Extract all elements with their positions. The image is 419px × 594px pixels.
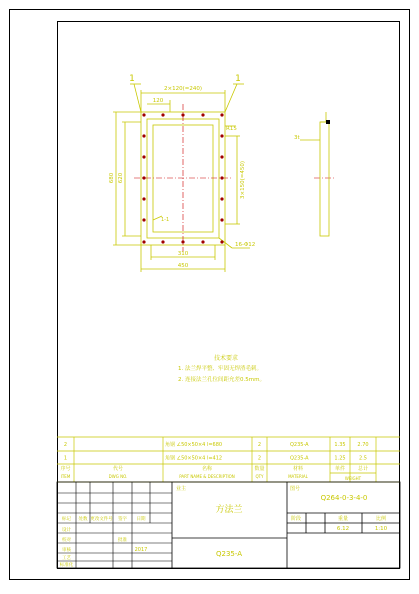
parts-cell-name: 角钢 ∠50×50×4 l=680 [165, 442, 223, 448]
parts-cell-material: Q235-A [290, 442, 309, 448]
bolt-hole [220, 197, 223, 200]
bolt-hole [181, 240, 184, 243]
parts-cell-unit: 1.25 [334, 455, 346, 462]
bolt-hole [201, 240, 204, 243]
sign-row-label: 审核 [62, 548, 71, 553]
bolt-hole [161, 113, 164, 116]
hdr-no-en: ITEM [60, 474, 71, 479]
hdr-qty-en: QTY [255, 474, 264, 479]
hdr-material-en: MATERIAL [288, 474, 308, 479]
bolt-hole [220, 176, 223, 179]
part-name: 方法兰 [215, 505, 243, 515]
weight-value: 6.12 [336, 526, 350, 532]
signature-grid [57, 482, 172, 568]
bolt-hole [220, 218, 223, 221]
parts-cell-unit: 1.35 [334, 442, 346, 448]
sign-row-label: 校对 [62, 538, 71, 543]
sign-header-cell: 日期 [136, 517, 146, 522]
bolt-hole [181, 113, 184, 116]
hdr-no: 序号 [60, 466, 71, 472]
dim-bottom-inner: 310 [177, 251, 189, 257]
bolt-hole [220, 113, 223, 116]
bolt-hole [142, 113, 145, 116]
bolt-hole [201, 113, 204, 116]
hdr-unit: 单件 [334, 466, 346, 472]
sign-header-cell: 签字 [118, 517, 127, 522]
hdr-code-en: DWG NO. [108, 474, 128, 479]
hdr-code: 代号 [112, 466, 124, 472]
section-mark: 1-1 [161, 217, 170, 223]
parts-cell-no: 2 [63, 442, 68, 448]
dim-bottom-outer: 450 [177, 263, 189, 269]
hdr-material: 材料 [292, 466, 304, 472]
parts-cell-material: Q235-A [290, 455, 309, 462]
drawing-no: Q264-0-3-4-0 [320, 494, 368, 502]
stage-label: 阶段 [290, 516, 302, 522]
bolt-hole [142, 218, 145, 221]
notes-line-2: 2. 连接法兰孔位间距允差0.5mm。 [178, 377, 265, 383]
drawing-no-label: 图号 [290, 486, 301, 492]
bolt-hole [142, 240, 145, 243]
dim-left-inner: 620 [118, 172, 124, 184]
notes-line-1: 1. 法兰焊平整、牢固无焊渣毛刺。 [178, 366, 262, 372]
side-profile [320, 122, 329, 236]
thickness-label: 3t [294, 135, 300, 141]
parts-cell-qty: 2 [257, 442, 262, 448]
parts-cell-total: 2.5 [359, 455, 367, 462]
dim-left-outer: 680 [109, 172, 115, 184]
bolt-hole [161, 240, 164, 243]
hole-callout: 16-Φ12 [235, 242, 256, 248]
weight-label: 重量 [337, 516, 349, 522]
scale-value: 1:10 [374, 526, 388, 532]
bolt-hole [220, 134, 223, 137]
dim-top-chain: 2×120(=240) [163, 86, 203, 92]
part-material: Q235-A [215, 550, 243, 558]
notes-title: 技术要求 [213, 355, 239, 362]
hdr-qty: 数量 [254, 466, 265, 472]
sign-row-label: 设计 [62, 528, 71, 533]
bolt-hole [220, 240, 223, 243]
bolt-hole [142, 134, 145, 137]
sign-header-cell: 更改文件号 [90, 517, 113, 522]
sign-date: 2017 [134, 547, 148, 553]
sign-row-label: 标准化 [59, 563, 74, 568]
dim-top-short: 120 [152, 98, 164, 104]
bolt-hole [142, 155, 145, 158]
hdr-weight-en: WEIGHT [344, 476, 362, 481]
scale-label: 比例 [375, 516, 387, 522]
parts-cell-no: 1 [63, 455, 68, 462]
view-label-left: 1 [129, 74, 135, 84]
parts-cell-qty: 2 [257, 455, 262, 462]
bolt-hole [142, 197, 145, 200]
view-label-right: 1 [235, 74, 241, 84]
sign-row-label: 批准 [118, 538, 127, 543]
parts-cell-name: 角钢 ∠50×50×4 l=412 [165, 455, 223, 462]
hdr-name: 名称 [201, 466, 213, 472]
sign-header-cell: 处数 [78, 517, 88, 522]
sign-row-label: 工艺 [62, 556, 71, 561]
dim-corner: R15 [226, 126, 237, 132]
flange-side-view [300, 112, 329, 236]
parts-cell-total: 2.70 [357, 442, 369, 448]
hdr-name-en: PART NAME & DESCRIPTION [179, 474, 235, 479]
side-view-top-mark [326, 120, 330, 124]
hdr-total: 总计 [357, 466, 369, 472]
sign-header-cell: 标记 [62, 517, 71, 522]
bolt-hole [220, 155, 223, 158]
owner-label: 业主 [176, 486, 187, 492]
dim-right-chain: 3×150(=450) [240, 160, 246, 200]
bolt-hole [142, 176, 145, 179]
